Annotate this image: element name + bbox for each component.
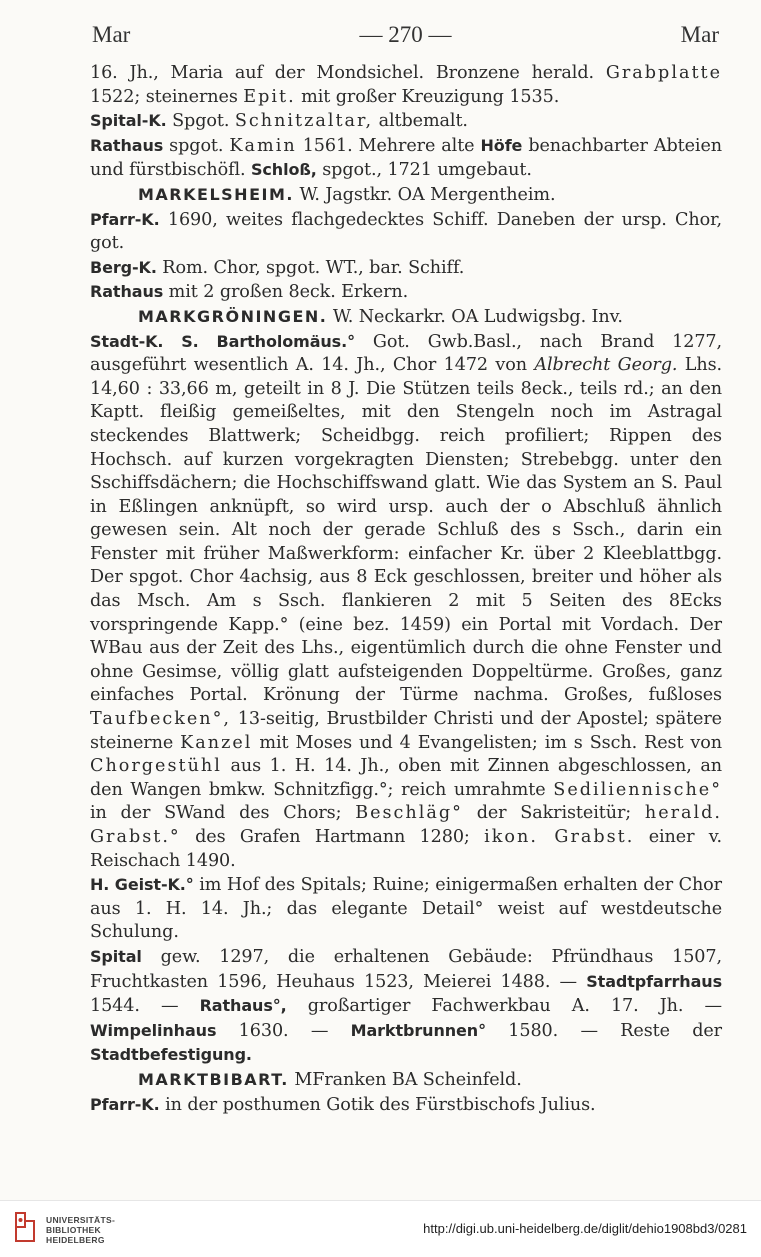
library-name: UNIVERSITÄTS- BIBLIOTHEK HEIDELBERG: [46, 1215, 116, 1245]
entry-spital-k: Spital-K. Spgot. Schnitzaltar, altbemalt.: [90, 111, 468, 132]
entry-h-geist-k: H. Geist-K.° im Hof des Spitals; Ruine; einigermaßen erhalten der Chor aus 1. H. 14. Jh.; das elegante Detail° weist auf westdeutsche Schulung.: [90, 875, 722, 943]
university-library-logo-icon: [12, 1211, 38, 1245]
paragraph: 16. Jh., Maria auf der Mondsichel. Bronzene herald. Grabplatte 1522; steinernes Epit. mit großer Kreuzigung 1535.: [90, 63, 722, 107]
entry-rathaus-2: Rathaus mit 2 großen 8eck. Erkern.: [90, 282, 409, 303]
place-heading-markelsheim: MARKELSHEIM. W. Jagstkr. OA Mergentheim.: [138, 184, 556, 205]
place-heading-markgroeningen: MARKGRÖNINGEN. W. Neckarkr. OA Ludwigsbg. Inv.: [138, 306, 623, 327]
header-left: Mar: [92, 22, 131, 47]
place-heading-marktbibart: MARKTBIBART. MFranken BA Scheinfeld.: [138, 1069, 522, 1090]
header-right: Mar: [680, 22, 719, 47]
viewer-footer: [0, 1200, 761, 1257]
entry-spital: Spital gew. 1297, die erhaltenen Gebäude: Pfründhaus 1507, Fruchtkasten 1596, Heuhaus 1523, Meierei 1488. — Stadtpfarrhaus 1544. — Rathaus°, großartiger Fachwerkbau A. 17. Jh. — Wimpelinhaus 1630. — Marktbrunnen° 1580. — Reste der Stadtbefestigung.: [90, 946, 722, 1065]
entry-stadt-k: Stadt-K. S. Bartholomäus.° Got. Gwb.Basl., nach Brand 1277, ausgeführt wesentlich A. 14. Jh., Chor 1472 von Albrecht Georg. Lhs. 14,60 : 33,66 m, geteilt in 8 J. Die Stützen teils 8eck., teils rd.; an den Kaptt. fleißig gemeißeltes, mit den Stengeln noch im Astragal steckendes Blattwerk; Scheidbgg. reich profiliert; Rippen des Hochsch. auf kurzen vorgekragten Diensten; Strebebgg. unter den Sschiffsdächern; die Hochschiffswand glatt. Wie das System an S. Paul in Eßlingen anknüpft, so wird ursp. auch der o Abschluß ähnlich gewesen sein. Alt noch der gerade Schluß des s Ssch., darin ein Fenster mit früher Maßwerkform: einfacher Kr. über 2 Kleeblattbgg. Der spgot. Chor 4achsig, aus 8 Eck geschlossen, breiter und höher als das Msch. Am s Ssch. flankieren 2 mit 5 Seiten des 8Ecks vorspringende Kapp.° (eine bez. 1459) ein Portal mit Vordach. Der WBau aus der Zeit des Lhs., eigentümlich durch die ohne Fenster und ohne Gesimse, völlig glatt aufsteigenden Doppeltürme. Großes, ganz einfaches Portal. Krönung der Türme nachma. Großes, fußloses Taufbecken°, 13-seitig, Brustbilder Christi und der Apostel; spätere steinerne Kanzel mit Moses und 4 Evangelisten; im s Ssch. Rest von Chorgestühl aus 1. H. 14. Jh., oben mit Zinnen abgeschlossen, an den Wangen bmkw. Schnitzfigg.°; reich umrahmte Sediliennische° in der SWand des Chors; Beschläg° der Sakristeitür; herald. Grabst.° des Grafen Hartmann 1280; ikon. Grabst. einer v. Reischach 1490.: [90, 331, 723, 871]
entry-pfarr-k: Pfarr-K. 1690, weites flachgedecktes Schiff. Daneben der ursp. Chor, got.: [90, 209, 722, 254]
entry-rathaus: Rathaus spgot. Kamin 1561. Mehrere alte Höfe benachbarter Abteien und fürstbischöfl. Schloß, spgot., 1721 umgebaut.: [90, 135, 722, 181]
permalink-url[interactable]: http://digi.ub.uni-heidelberg.de/diglit/dehio1908bd3/0281: [423, 1221, 747, 1236]
page-number: — 270 —: [359, 22, 452, 47]
entry-pfarr-k-2: Pfarr-K. in der posthumen Gotik des Fürstbischofs Julius.: [90, 1094, 596, 1115]
entry-berg-k: Berg-K. Rom. Chor, spgot. WT., bar. Schiff.: [90, 257, 465, 278]
running-header: [92, 18, 719, 52]
page-body: [90, 62, 722, 1117]
